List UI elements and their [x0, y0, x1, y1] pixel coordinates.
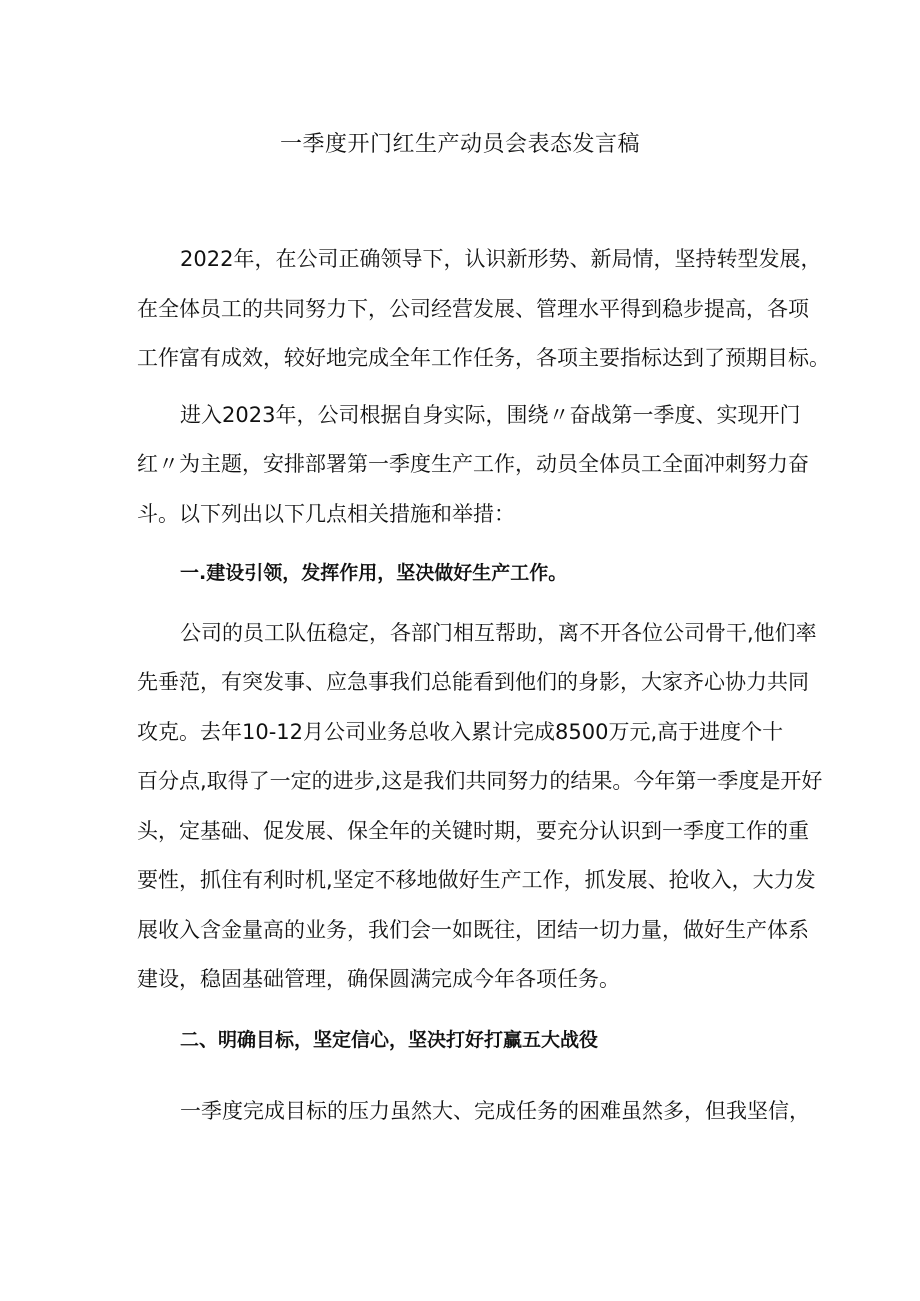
body-line: 红〃为主题，安排部署第一季度生产工作，动员全体员工全面冲刺努力奋 — [137, 452, 809, 476]
body-line: 建设，稳固基础管理，确保圆满完成今年各项任务。 — [137, 967, 620, 991]
body-line: 头，定基础、促发展、保全年的关键时期，要充分认识到一季度工作的重 — [137, 819, 809, 843]
body-line: 攻克。去年10-12月公司业务总收入累计完成8500万元,高于进度个十 — [137, 720, 784, 744]
body-line: 在全体员工的共同努力下，公司经营发展、管理水平得到稳步提高，各项 — [137, 297, 809, 321]
section-heading-2: 二、明确目标，坚定信心，坚决打好打赢五大战役 — [180, 1029, 599, 1051]
document-title: 一季度开门红生产动员会表态发言稿 — [279, 132, 640, 157]
body-line: 斗。以下列出以下几点相关措施和举措： — [137, 502, 515, 526]
body-line: 2022年，在公司正确领导下，认识新形势、新局情，坚持转型发展， — [180, 247, 822, 271]
body-line: 工作富有成效，较好地完成全年工作任务，各项主要指标达到了预期目标。 — [137, 346, 830, 370]
body-line: 展收入含金量高的业务，我们会一如既往，团结一切力量，做好生产体系 — [137, 918, 809, 942]
body-line: 进入2023年，公司根据自身实际，围绕〃奋战第一季度、实现开门 — [180, 403, 801, 427]
body-line: 要性，抓住有利时机,坚定不移地做好生产工作，抓发展、抢收入，大力发 — [137, 868, 816, 892]
body-line: 百分点,取得了一定的进步,这是我们共同努力的结果。今年第一季度是开好 — [137, 769, 823, 793]
body-line: 一季度完成目标的压力虽然大、完成任务的困难虽然多，但我坚信， — [180, 1099, 810, 1123]
body-line: 先垂范，有突发事、应急事我们总能看到他们的身影，大家齐心协力共同 — [137, 670, 809, 694]
body-line: 公司的员工队伍稳定，各部门相互帮助，离不开各位公司骨干,他们率 — [180, 621, 817, 645]
section-heading-1: 一.建设引领，发挥作用，坚决做好生产工作。 — [180, 562, 568, 584]
